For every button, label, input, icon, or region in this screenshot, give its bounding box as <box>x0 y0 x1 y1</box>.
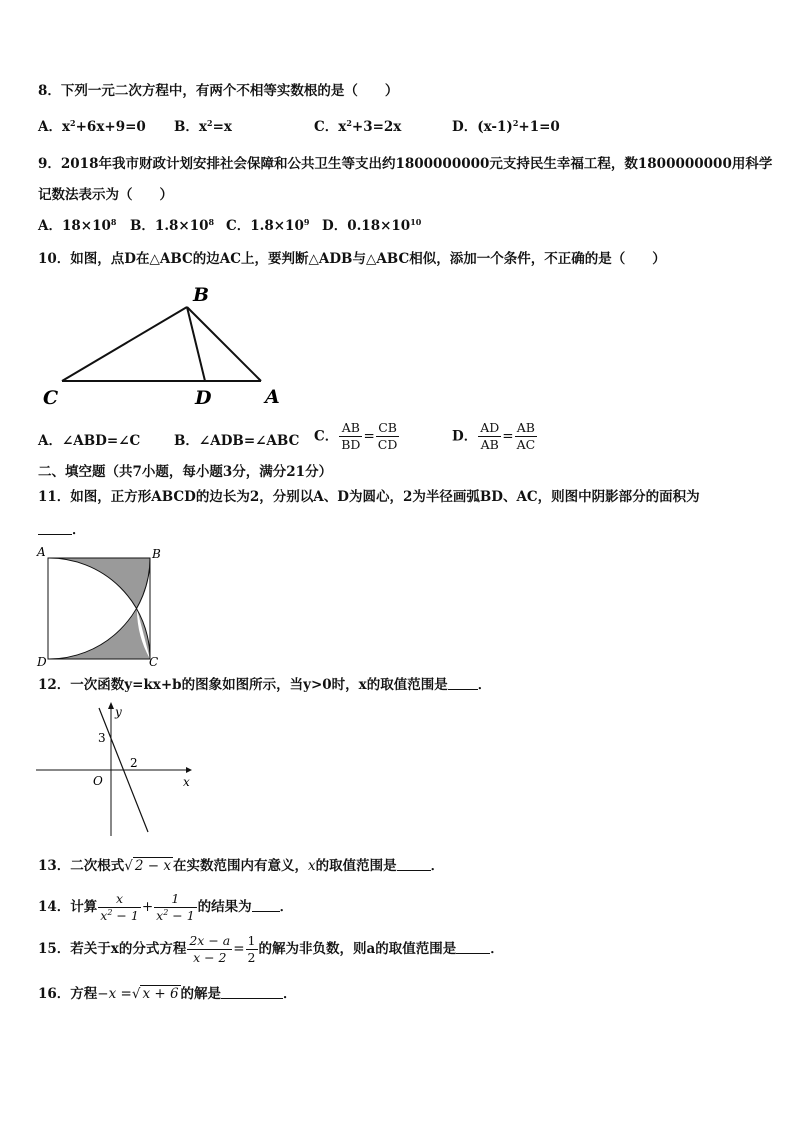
q8-option-d: D．$(x-1)^2+1=0$ <box>452 118 560 135</box>
q12-stem: 12．一次函数y=kx+b的图象如图所示，当y>0时，x的取值范围是 ． <box>38 677 492 693</box>
q12-graph-figure <box>36 700 196 840</box>
q10-option-a: A．∠ABD=∠C <box>38 433 141 449</box>
segment-cb <box>62 307 187 381</box>
shaded-region-bottom <box>48 609 150 659</box>
fraction-ab-bd: $\frac{AB}{BD}$ <box>341 420 361 452</box>
q13-stem: 13．二次根式√ 2 − x 在实数范围内有意义，x的取值范围是 ． <box>38 858 445 874</box>
q16-answer-blank <box>221 986 283 999</box>
q15-answer-blank <box>456 941 490 954</box>
q8-option-b: B．$x^2=x$ <box>174 118 232 135</box>
q11-answer-line: ． <box>38 521 86 539</box>
label-a: A <box>265 386 280 408</box>
fraction-2x-a-over-x-2: $\frac{2x - a}{x - 2}$ <box>189 933 231 965</box>
label-a: A <box>37 546 46 559</box>
q14-stem: 14．计算 $\frac{x}{x^2 - 1}$ + $\frac{1}{x^2 - 1}$ 的结果为 ． <box>38 891 294 923</box>
q8-option-c: C．$x^2+3=2x$ <box>314 118 402 135</box>
q16-stem: 16．方程−x =√ x + 6 的解是 ． <box>38 986 297 1002</box>
q10-stem: 10．如图，点D在△ABC的边AC上，要判断△ADB与△ABC相似，添加一个条件，不正确的是（ ） <box>38 251 666 267</box>
q8-stem: 8．下列一元二次方程中，有两个不相等实数根的是（ ） <box>38 83 399 99</box>
segment-bd <box>187 307 205 381</box>
q11-answer-blank <box>38 522 72 535</box>
x-axis-arrow-icon <box>186 767 192 773</box>
q15-stem: 15．若关于x的分式方程 $\frac{2x - a}{x - 2}$ = $\frac{1}{2}$ 的解为非负数，则a的取值范围是 ． <box>38 933 504 965</box>
origin-label: O <box>93 774 103 788</box>
y-intercept-label: 3 <box>98 731 106 745</box>
label-d: D <box>37 655 47 669</box>
q13-answer-blank <box>397 858 431 871</box>
q11-stem: 11．如图，正方形ABCD的边长为2，分别以A、D为圆心，2为半径画弧BD、AC，则图中阴影部分的面积为 <box>38 489 700 505</box>
x-axis-label: x <box>183 775 190 789</box>
fraction-one-half: $\frac{1}{2}$ <box>247 933 256 965</box>
q14-answer-blank <box>252 899 280 912</box>
q10-option-b: B．∠ADB=∠ABC <box>174 433 300 449</box>
label-b: B <box>152 547 161 561</box>
sqrt-2-minus-x: √ 2 − x <box>124 858 172 874</box>
label-c: C <box>149 655 159 669</box>
q9-stem-line2: 记数法表示为（ ） <box>38 187 173 203</box>
label-c: C <box>43 387 59 409</box>
q12-answer-blank <box>448 677 478 690</box>
label-b: B <box>193 284 210 306</box>
label-d: D <box>195 387 212 409</box>
q9-stem-line1: 9．2018年我市财政计划安排社会保障和公共卫生等支出约1800000000元支持民生幸福工程，数1800000000用科学 <box>38 156 773 172</box>
q9-option-d: D．$0.18\times 10^{10}$ <box>322 217 422 234</box>
q10-option-c: C． $\frac{AB}{BD}$ = $\frac{CB}{CD}$ <box>314 420 398 452</box>
fraction-1-over-x2-1: $\frac{1}{x^2 - 1}$ <box>156 891 195 923</box>
segment-ba <box>187 307 261 381</box>
q11-square-figure <box>36 546 166 670</box>
q10-triangle-figure <box>38 280 298 410</box>
q9-option-c: C．$1.8\times 10^9$ <box>226 217 310 234</box>
y-axis-label: y <box>115 705 122 719</box>
fraction-ad-ab: $\frac{AD}{AB}$ <box>480 420 500 452</box>
q10-option-d: D． $\frac{AD}{AB}$ = $\frac{AB}{AC}$ <box>452 420 536 452</box>
fraction-x-over-x2-1: $\frac{x}{x^2 - 1}$ <box>100 891 139 923</box>
sqrt-x-plus-6: √ x + 6 <box>131 986 179 1002</box>
y-axis-arrow-icon <box>108 702 114 709</box>
x-intercept-label: 2 <box>130 756 138 770</box>
fraction-cb-cd: $\frac{CB}{CD}$ <box>377 420 398 452</box>
q9-option-b: B．$1.8\times 10^8$ <box>130 217 215 234</box>
shaded-region-top <box>48 558 150 609</box>
section-2-heading: 二、填空题（共7小题，每小题3分，满分21分） <box>38 464 333 480</box>
q8-option-a: A．$x^2+6x+9=0$ <box>38 118 146 135</box>
q9-option-a: A．$18\times 10^8$ <box>38 217 117 234</box>
fraction-ab-ac: $\frac{AB}{AC}$ <box>516 420 536 452</box>
